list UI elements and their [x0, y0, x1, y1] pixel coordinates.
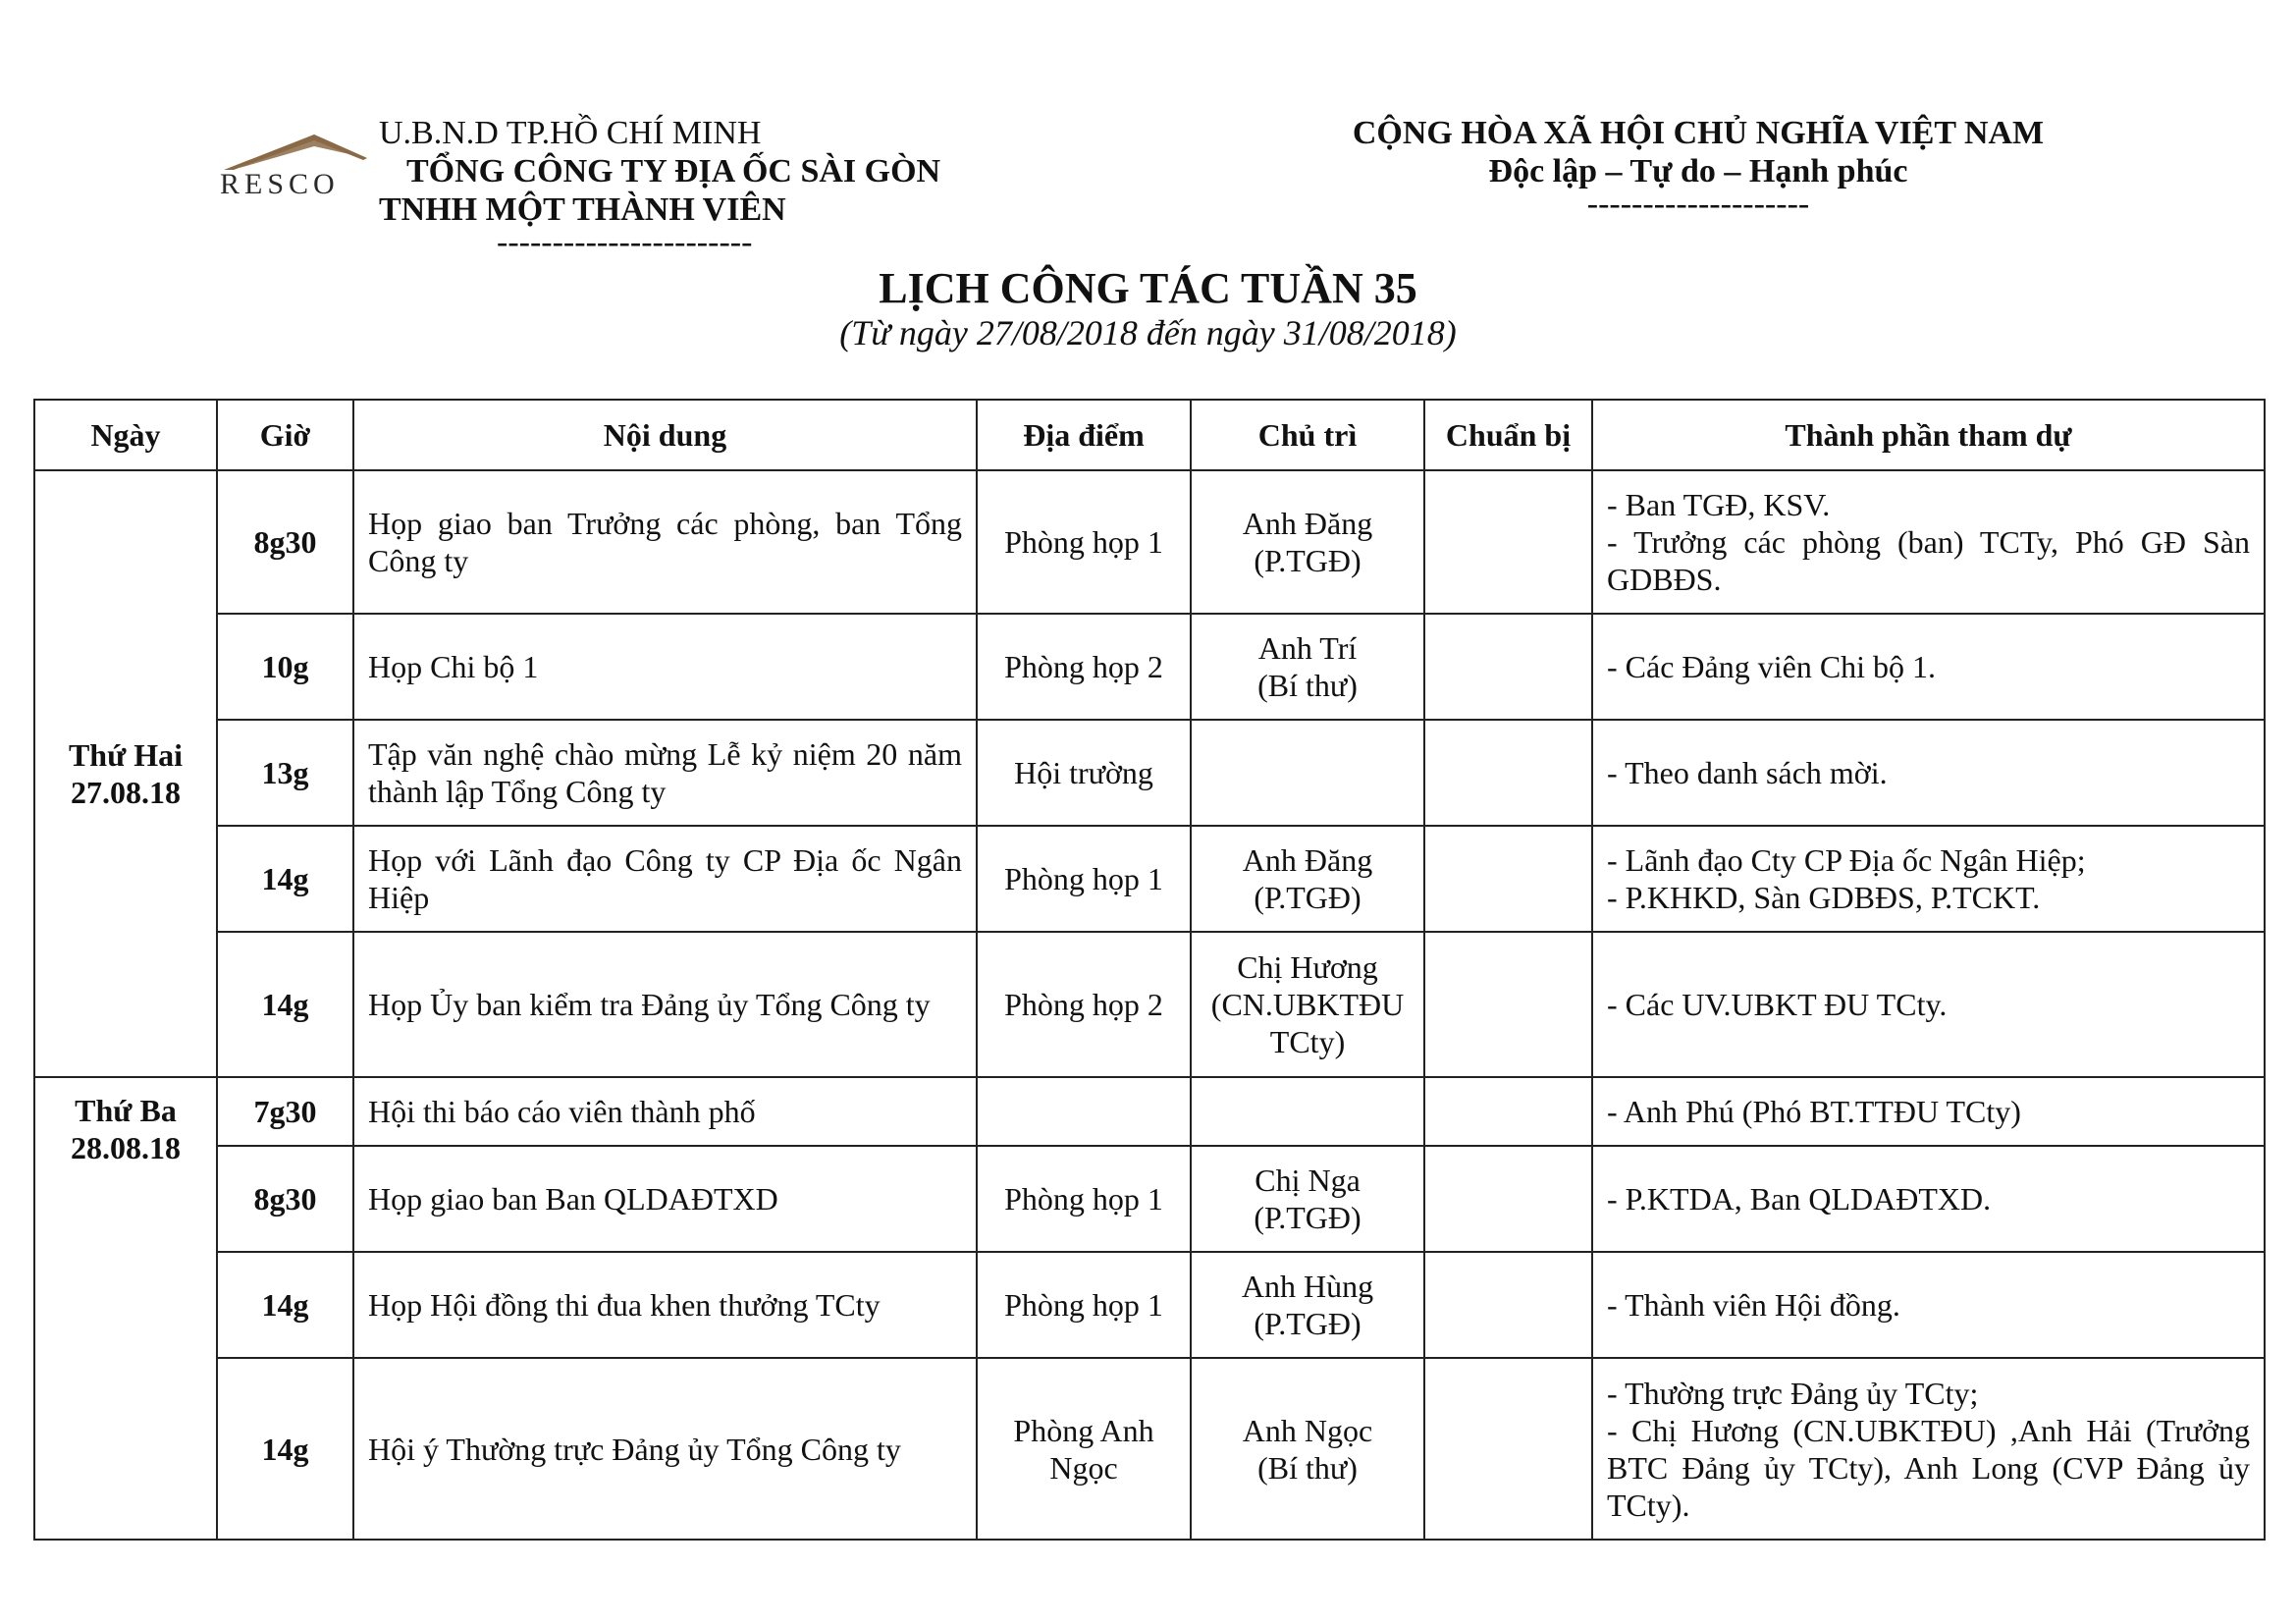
chair-cell: [1191, 470, 1424, 614]
company-name: TỔNG CÔNG TY ĐỊA ỐC SÀI GÒN: [406, 153, 941, 189]
table-row: [34, 1358, 2265, 1540]
attendees-cell: [1592, 1252, 2265, 1358]
attendees-cell: [1592, 1358, 2265, 1540]
prep-cell: [1424, 826, 1592, 932]
attendee-line: - Theo danh sách mời.: [1607, 755, 1888, 790]
chair-line: (P.TGĐ): [1254, 1306, 1362, 1341]
time-cell: 14g: [217, 826, 353, 932]
time-cell: 13g: [217, 720, 353, 826]
content-cell: Họp Chi bộ 1: [353, 614, 977, 720]
prep-cell: [1424, 1252, 1592, 1358]
time-cell: 8g30: [217, 1146, 353, 1252]
content-cell: Họp với Lãnh đạo Công ty CP Địa ốc Ngân Hiệp: [353, 826, 977, 932]
time-cell: 14g: [217, 1358, 353, 1540]
header-left-separator: -----------------------: [497, 224, 753, 260]
table-row: [34, 932, 2265, 1077]
prep-cell: [1424, 1077, 1592, 1146]
chair-line: Anh Hùng: [1241, 1269, 1374, 1304]
location-cell: Hội trường: [977, 720, 1191, 826]
header-attendees: Thành phần tham dự: [1592, 400, 2265, 470]
chair-line: Anh Đăng: [1242, 842, 1373, 878]
day-cell-monday: [34, 470, 217, 1077]
chair-cell: [1191, 1252, 1424, 1358]
prep-cell: [1424, 614, 1592, 720]
day-name: Thứ Hai: [68, 737, 184, 773]
chair-cell: [1191, 1146, 1424, 1252]
attendee-line: - Anh Phú (Phó BT.TTĐU TCty): [1607, 1094, 2021, 1129]
table-row: [34, 826, 2265, 932]
attendees-cell: [1592, 826, 2265, 932]
time-cell: 10g: [217, 614, 353, 720]
organization-header: [379, 114, 941, 260]
chair-line: (Bí thư): [1257, 1449, 1358, 1486]
resco-logo: [220, 133, 385, 200]
document-title: LỊCH CÔNG TÁC TUẦN 35: [879, 264, 1417, 312]
attendees-cell: [1592, 614, 2265, 720]
location-cell: Phòng họp 1: [977, 470, 1191, 614]
prep-cell: [1424, 470, 1592, 614]
header-day: Ngày: [34, 400, 217, 470]
prep-cell: [1424, 1146, 1592, 1252]
company-type: TNHH MỘT THÀNH VIÊN: [379, 191, 786, 228]
content-cell: Họp giao ban Trưởng các phòng, ban Tổng Công ty: [353, 470, 977, 614]
authority-name: U.B.N.D TP.HỒ CHÍ MINH: [379, 115, 762, 151]
attendee-line: - Chị Hương (CN.UBKTĐU) ,Anh Hải (Trưởng BTC Đảng ủy TCty), Anh Long (CVP Đảng ủy TCty).: [1607, 1412, 2250, 1523]
day-date: 27.08.18: [71, 775, 181, 810]
attendee-line: - P.KHKD, Sàn GDBĐS, P.TCKT.: [1607, 880, 2041, 915]
location-cell: Phòng họp 2: [977, 932, 1191, 1077]
national-motto: Độc lập – Tự do – Hạnh phúc: [1488, 153, 1908, 189]
chair-cell: [1191, 720, 1424, 826]
attendee-line: - Các UV.UBKT ĐU TCty.: [1607, 987, 1948, 1022]
table-row: [34, 1146, 2265, 1252]
national-name: CỘNG HÒA XÃ HỘI CHỦ NGHĨA VIỆT NAM: [1352, 115, 2045, 151]
chair-line: Anh Đăng: [1242, 506, 1373, 541]
chair-cell: [1191, 1358, 1424, 1540]
attendee-line: - Thường trực Đảng ủy TCty;: [1607, 1375, 1979, 1411]
header-location: Địa điểm: [977, 400, 1191, 470]
attendee-line: - Các Đảng viên Chi bộ 1.: [1607, 649, 1937, 684]
chair-line: (Bí thư): [1257, 668, 1358, 703]
attendees-cell: [1592, 932, 2265, 1077]
location-cell: Phòng họp 1: [977, 826, 1191, 932]
attendees-cell: [1592, 470, 2265, 614]
schedule-table: [33, 399, 2266, 1541]
content-cell: Hội ý Thường trực Đảng ủy Tổng Công ty: [353, 1358, 977, 1540]
table-row: [34, 720, 2265, 826]
attendees-cell: [1592, 1077, 2265, 1146]
chair-line: Anh Trí: [1257, 630, 1358, 666]
table-row: [34, 614, 2265, 720]
prep-cell: [1424, 1358, 1592, 1540]
day-name: Thứ Ba: [75, 1093, 177, 1128]
attendees-cell: [1592, 720, 2265, 826]
chair-cell: [1191, 826, 1424, 932]
table-row: [34, 470, 2265, 614]
header-right-separator: --------------------: [1586, 186, 1810, 222]
national-header: [1315, 114, 2081, 222]
table-row: [34, 1077, 2265, 1146]
logo-wordmark: RESCO: [220, 168, 340, 200]
chair-line: Anh Ngọc: [1242, 1412, 1373, 1448]
content-cell: Họp giao ban Ban QLDAĐTXD: [353, 1146, 977, 1252]
chair-line: Chị Hương: [1237, 949, 1378, 985]
prep-cell: [1424, 720, 1592, 826]
header-prep: Chuẩn bị: [1424, 400, 1592, 470]
header-time: Giờ: [217, 400, 353, 470]
time-cell: 14g: [217, 932, 353, 1077]
content-cell: Hội thi báo cáo viên thành phố: [353, 1077, 977, 1146]
chair-line: (P.TGĐ): [1254, 543, 1362, 578]
time-cell: 14g: [217, 1252, 353, 1358]
header-content: Nội dung: [353, 400, 977, 470]
chair-line: (P.TGĐ): [1254, 1200, 1362, 1235]
location-cell: Phòng họp 1: [977, 1252, 1191, 1358]
attendee-line: - P.KTDA, Ban QLDAĐTXD.: [1607, 1181, 1992, 1217]
location-cell: Phòng họp 2: [977, 614, 1191, 720]
chair-line: TCty): [1269, 1024, 1346, 1059]
location-cell: Phòng Anh Ngọc: [977, 1358, 1191, 1540]
roof-logo-icon: [220, 133, 385, 172]
chair-line: Chị Nga: [1255, 1163, 1361, 1198]
location-cell: Phòng họp 1: [977, 1146, 1191, 1252]
day-date: 28.08.18: [71, 1130, 181, 1165]
chair-cell: [1191, 614, 1424, 720]
attendee-line: - Thành viên Hội đồng.: [1607, 1287, 1900, 1323]
attendee-line: - Lãnh đạo Cty CP Địa ốc Ngân Hiệp;: [1607, 842, 2086, 878]
attendee-line: - Trưởng các phòng (ban) TCTy, Phó GĐ Sàn GDBĐS.: [1607, 524, 2250, 597]
attendees-cell: [1592, 1146, 2265, 1252]
chair-cell: [1191, 1077, 1424, 1146]
location-cell: [977, 1077, 1191, 1146]
day-cell-tuesday: [34, 1077, 217, 1540]
prep-cell: [1424, 932, 1592, 1077]
table-row: [34, 1252, 2265, 1358]
content-cell: Họp Ủy ban kiểm tra Đảng ủy Tổng Công ty: [353, 932, 977, 1077]
header-chair: Chủ trì: [1191, 400, 1424, 470]
attendee-line: - Ban TGĐ, KSV.: [1607, 487, 1831, 522]
time-cell: 8g30: [217, 470, 353, 614]
content-cell: Họp Hội đồng thi đua khen thưởng TCty: [353, 1252, 977, 1358]
time-cell: 7g30: [217, 1077, 353, 1146]
content-cell: Tập văn nghệ chào mừng Lễ kỷ niệm 20 năm thành lập Tổng Công ty: [353, 720, 977, 826]
chair-line: (P.TGĐ): [1254, 880, 1362, 915]
table-header-row: [34, 400, 2265, 470]
chair-line: (CN.UBKTĐU: [1210, 987, 1405, 1022]
document-date-range: (Từ ngày 27/08/2018 đến ngày 31/08/2018): [839, 313, 1457, 352]
chair-cell: [1191, 932, 1424, 1077]
